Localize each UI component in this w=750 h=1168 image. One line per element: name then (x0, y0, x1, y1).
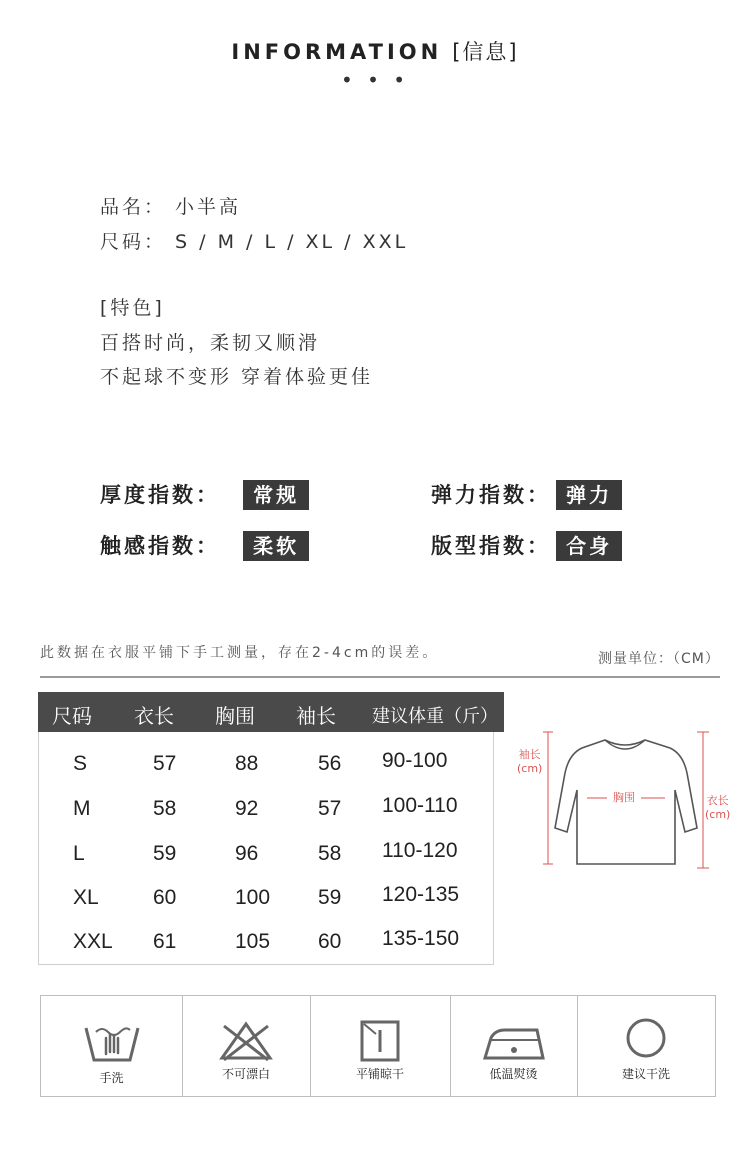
measurement-unit: 测量单位：（CM） (598, 651, 720, 667)
cell-chest: 100 (235, 886, 271, 909)
cell-weight: 110-120 (382, 839, 458, 862)
table-header (38, 692, 504, 732)
sleeve-label-unit: (cm) (517, 762, 543, 775)
header-sleeve: 袖长 (296, 704, 336, 728)
page-title (0, 36, 750, 66)
index-touch (100, 530, 309, 561)
hand-wash-icon (82, 1018, 142, 1064)
product-sizes: 尺码： S / M / L / XL / XXL (100, 231, 409, 253)
cell-size: M (73, 797, 91, 820)
care-label: 手洗 (99, 1071, 124, 1085)
length-label (705, 794, 730, 822)
sleeve-label-text: 袖长 (518, 748, 541, 761)
title-dots: • • • (340, 68, 410, 92)
cell-chest: 105 (235, 930, 271, 953)
cell-weight: 90-100 (382, 749, 448, 772)
care-label: 平铺晾干 (355, 1067, 404, 1081)
cell-length: 60 (153, 886, 177, 909)
cell-sleeve: 57 (318, 797, 342, 820)
measurement-note: 此数据在衣服平铺下手工测量，存在2-4cm的误差。 (40, 645, 440, 661)
cell-weight: 100-110 (382, 794, 458, 817)
care-label: 不可漂白 (221, 1067, 270, 1081)
index-label: 版型指数： (431, 534, 551, 558)
product-name: 品名： 小半高 (100, 196, 242, 218)
length-label-text: 衣长 (706, 794, 729, 807)
header-weight: 建议体重（斤） (372, 706, 498, 727)
title-cn: [信息] (452, 40, 519, 64)
cell-sleeve: 59 (318, 886, 342, 909)
cell-chest: 92 (235, 797, 259, 820)
care-item (310, 996, 451, 1096)
divider (40, 676, 720, 678)
cell-sleeve: 56 (318, 752, 342, 775)
no-bleach-icon (216, 1018, 276, 1064)
title-en: INFORMATION (231, 40, 443, 64)
garment-diagram (515, 728, 735, 878)
index-elasticity (431, 479, 622, 510)
feature-line-2: 不起球不变形 穿着体验更佳 (100, 366, 374, 388)
cell-size: XL (73, 886, 99, 909)
cell-chest: 88 (235, 752, 259, 775)
care-instructions (40, 995, 716, 1097)
index-value: 柔软 (243, 531, 309, 561)
care-item (41, 996, 183, 1096)
feature-line-1: 百搭时尚，柔韧又顺滑 (100, 332, 321, 354)
cell-size: L (73, 842, 85, 865)
cell-size: XXL (73, 930, 113, 953)
index-label: 弹力指数： (431, 483, 551, 507)
cell-sleeve: 58 (318, 842, 342, 865)
cell-weight: 135-150 (382, 927, 460, 950)
length-label-unit: (cm) (705, 808, 731, 821)
index-thickness (100, 479, 309, 510)
sleeve-label (517, 748, 542, 776)
cell-sleeve: 60 (318, 930, 342, 953)
header-length: 衣长 (134, 704, 174, 728)
care-item (182, 996, 311, 1096)
size-table (38, 732, 494, 965)
index-value: 合身 (556, 531, 622, 561)
care-label: 建议干洗 (621, 1067, 670, 1081)
header-chest: 胸围 (215, 704, 255, 728)
index-label: 厚度指数： (100, 483, 220, 507)
care-item (577, 996, 715, 1096)
dry-flat-icon (350, 1018, 410, 1064)
dry-clean-icon (616, 1018, 676, 1064)
care-item (450, 996, 578, 1096)
header-size: 尺码 (52, 704, 92, 728)
chest-label: 胸围 (613, 791, 635, 804)
cell-size: S (73, 752, 88, 775)
low-iron-icon (481, 1018, 547, 1064)
cell-length: 58 (153, 797, 177, 820)
index-value: 常规 (243, 480, 309, 510)
index-label: 触感指数： (100, 534, 220, 558)
cell-length: 61 (153, 930, 177, 953)
index-value: 弹力 (556, 480, 622, 510)
care-label: 低温熨烫 (489, 1067, 538, 1081)
feature-title: [特色] (100, 297, 165, 319)
index-fit (431, 530, 622, 561)
cell-chest: 96 (235, 842, 259, 865)
cell-length: 59 (153, 842, 177, 865)
cell-length: 57 (153, 752, 177, 775)
cell-weight: 120-135 (382, 883, 460, 906)
